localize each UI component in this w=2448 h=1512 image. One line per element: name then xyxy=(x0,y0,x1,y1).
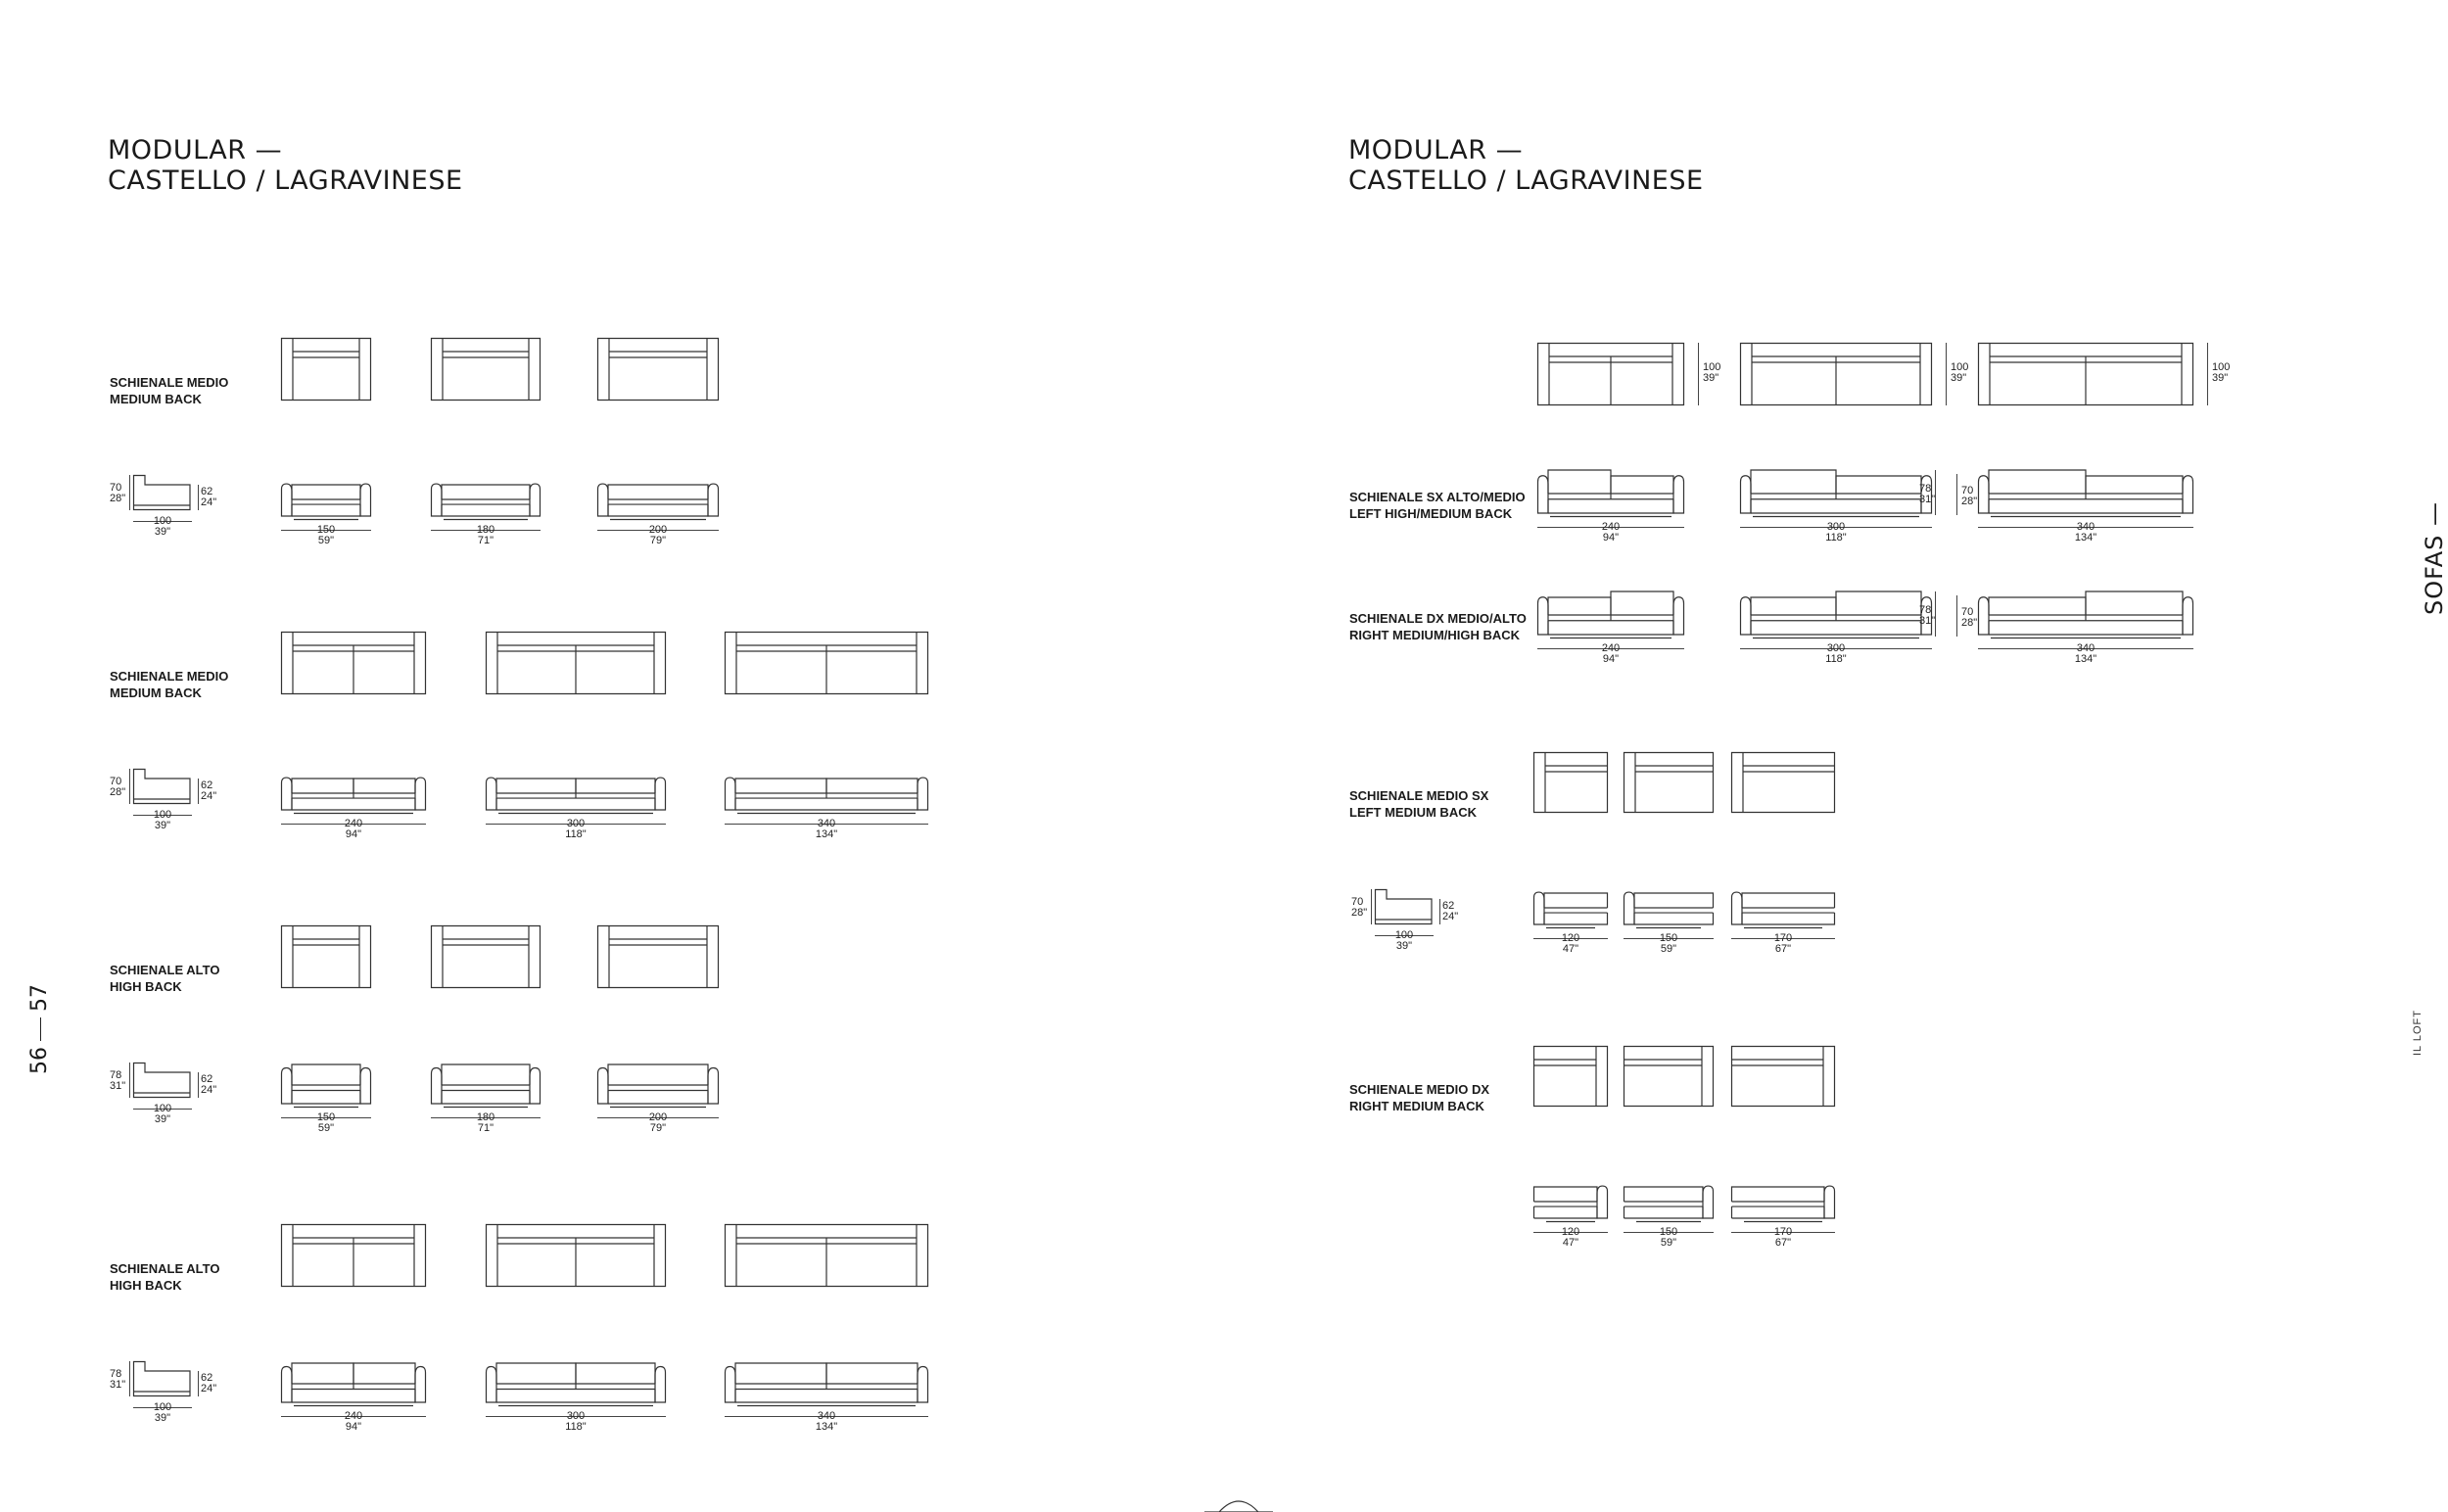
left-row-0-profile-h1: 70 28" xyxy=(110,482,126,504)
right-row-0-width-0: 240 94" xyxy=(1601,521,1621,543)
left-row-3-profile-h1-line xyxy=(129,1361,130,1396)
left-row-2-profile-h1-line xyxy=(129,1063,130,1098)
bottom-center-mark xyxy=(1204,1492,1273,1512)
right-row-2-plan-1 xyxy=(1624,752,1714,813)
right-row-3-plan-2 xyxy=(1731,1046,1835,1107)
brand-label: IL LOFT xyxy=(2412,1010,2424,1056)
left-row-0-profile-drawing xyxy=(133,475,192,510)
left-row-2-plan-2 xyxy=(597,925,719,988)
left-row-1-width-2: 340 134" xyxy=(815,818,838,840)
left-row-3-front-0 xyxy=(281,1361,426,1406)
right-row-1-h1: 78 31" xyxy=(1919,604,1936,627)
left-row-1-profile-h1-line xyxy=(129,769,130,804)
left-row-0-plan-2 xyxy=(597,338,719,401)
right-top-depth-0: 100 39" xyxy=(1703,361,1721,384)
right-row-2-profile-drawing xyxy=(1375,889,1434,924)
left-row-1-front-0 xyxy=(281,773,426,814)
right-top-depth-2: 100 39" xyxy=(2212,361,2231,384)
left-row-2-profile-drawing xyxy=(133,1063,192,1098)
left-row-1-width-1: 300 118" xyxy=(565,818,587,840)
left-row-2-profile-h2: 62 24" xyxy=(201,1073,217,1096)
right-row-3-front-1 xyxy=(1624,1181,1714,1222)
left-row-3-profile-h2: 62 24" xyxy=(201,1372,217,1394)
right-row-0-h2: 70 28" xyxy=(1961,485,1978,507)
left-row-1-profile-h1: 70 28" xyxy=(110,776,126,798)
left-row-1-profile-h2: 62 24" xyxy=(201,780,217,802)
right-row-2-front-2 xyxy=(1731,887,1835,928)
left-row-1-plan-1 xyxy=(486,632,666,694)
right-row-1-label: SCHIENALE DX MEDIO/ALTO RIGHT MEDIUM/HIGH BACK xyxy=(1349,611,1527,642)
left-row-0-front-2 xyxy=(597,479,719,520)
right-row-2-front-0 xyxy=(1533,887,1608,928)
left-row-3-width-0: 240 94" xyxy=(344,1410,363,1433)
right-row-2-plan-0 xyxy=(1533,752,1608,813)
left-row-0-width-2: 200 79" xyxy=(648,524,668,546)
left-row-3-plan-0 xyxy=(281,1224,426,1287)
right-row-0-front-0 xyxy=(1537,470,1684,517)
right-top-depth-line-0 xyxy=(1698,343,1699,405)
left-row-2-width-2: 200 79" xyxy=(648,1111,668,1134)
right-top-plan-1 xyxy=(1740,343,1932,405)
left-row-2-profile-depth: 100 39" xyxy=(153,1103,172,1125)
right-row-3-width-1: 150 59" xyxy=(1659,1226,1678,1249)
right-top-depth-line-2 xyxy=(2207,343,2208,405)
right-top-plan-2 xyxy=(1978,343,2193,405)
left-row-0-profile-h2: 62 24" xyxy=(201,486,217,508)
right-top-depth-1: 100 39" xyxy=(1951,361,1969,384)
left-row-3-width-2: 340 134" xyxy=(815,1410,838,1433)
section-label: SOFAS — xyxy=(2421,500,2448,615)
left-row-2-label: SCHIENALE ALTO HIGH BACK xyxy=(110,963,220,994)
right-row-2-front-1 xyxy=(1624,887,1714,928)
left-row-2-front-0 xyxy=(281,1063,371,1108)
right-row-2-width-0: 120 47" xyxy=(1561,932,1580,955)
right-row-3-width-0: 120 47" xyxy=(1561,1226,1580,1249)
left-row-1-front-2 xyxy=(725,773,928,814)
right-row-2-profile-h1: 70 28" xyxy=(1351,896,1368,919)
left-row-0-width-0: 150 59" xyxy=(316,524,336,546)
left-row-2-profile-h1: 78 31" xyxy=(110,1069,126,1092)
left-row-2-plan-0 xyxy=(281,925,371,988)
right-row-1-h2-line xyxy=(1956,595,1957,637)
left-row-0-profile-h1-line xyxy=(129,475,130,510)
right-row-2-profile-h2: 62 24" xyxy=(1442,900,1459,922)
right-row-3-plan-1 xyxy=(1624,1046,1714,1107)
page-numbers: 5657 xyxy=(27,984,52,1074)
right-row-2-profile-h1-line xyxy=(1371,889,1372,924)
right-row-0-width-2: 340 134" xyxy=(2074,521,2097,543)
right-row-3-label: SCHIENALE MEDIO DX RIGHT MEDIUM BACK xyxy=(1349,1082,1490,1113)
right-row-1-width-2: 340 134" xyxy=(2074,642,2097,665)
right-top-depth-line-1 xyxy=(1946,343,1947,405)
left-row-1-plan-0 xyxy=(281,632,426,694)
left-row-3-front-2 xyxy=(725,1361,928,1406)
left-row-0-front-0 xyxy=(281,479,371,520)
left-row-0-plan-0 xyxy=(281,338,371,401)
right-row-1-width-0: 240 94" xyxy=(1601,642,1621,665)
left-row-1-plan-2 xyxy=(725,632,928,694)
right-row-2-profile-h2-line xyxy=(1439,899,1440,924)
left-row-1-label: SCHIENALE MEDIO MEDIUM BACK xyxy=(110,669,229,700)
right-row-2-profile-depth: 100 39" xyxy=(1394,929,1414,952)
right-row-3-plan-0 xyxy=(1533,1046,1608,1107)
right-row-3-front-0 xyxy=(1533,1181,1608,1222)
left-row-2-front-1 xyxy=(431,1063,541,1108)
left-row-3-plan-1 xyxy=(486,1224,666,1287)
right-row-1-front-0 xyxy=(1537,591,1684,638)
right-row-2-plan-2 xyxy=(1731,752,1835,813)
left-row-0-front-1 xyxy=(431,479,541,520)
left-row-1-profile-depth: 100 39" xyxy=(153,809,172,831)
right-row-3-front-2 xyxy=(1731,1181,1835,1222)
left-row-1-profile-drawing xyxy=(133,769,192,804)
left-row-3-profile-h1: 78 31" xyxy=(110,1368,126,1391)
left-row-3-front-1 xyxy=(486,1361,666,1406)
left-row-3-plan-2 xyxy=(725,1224,928,1287)
left-row-3-profile-h2-line xyxy=(198,1371,199,1396)
right-row-1-width-1: 300 118" xyxy=(1825,642,1847,665)
left-row-0-width-1: 180 71" xyxy=(476,524,495,546)
left-row-3-profile-depth: 100 39" xyxy=(153,1401,172,1424)
right-row-0-h1-line xyxy=(1935,470,1936,515)
right-row-0-h2-line xyxy=(1956,474,1957,515)
left-row-3-width-1: 300 118" xyxy=(565,1410,587,1433)
right-row-2-width-1: 150 59" xyxy=(1659,932,1678,955)
left-row-0-profile-h2-line xyxy=(198,485,199,510)
right-row-1-h1-line xyxy=(1935,591,1936,637)
right-row-0-label: SCHIENALE SX ALTO/MEDIO LEFT HIGH/MEDIUM BACK xyxy=(1349,490,1526,521)
right-row-1-front-2 xyxy=(1978,591,2193,638)
left-page-title: MODULAR — CASTELLO / LAGRAVINESE xyxy=(108,135,463,196)
right-row-0-h1: 78 31" xyxy=(1919,483,1936,505)
right-row-2-width-2: 170 67" xyxy=(1773,932,1793,955)
right-row-0-front-1 xyxy=(1740,470,1932,517)
left-row-2-front-2 xyxy=(597,1063,719,1108)
left-row-1-front-1 xyxy=(486,773,666,814)
right-top-plan-0 xyxy=(1537,343,1684,405)
right-row-1-front-1 xyxy=(1740,591,1932,638)
right-row-0-front-2 xyxy=(1978,470,2193,517)
left-row-2-plan-1 xyxy=(431,925,541,988)
right-row-1-h2: 70 28" xyxy=(1961,606,1978,629)
left-row-2-width-0: 150 59" xyxy=(316,1111,336,1134)
right-row-2-label: SCHIENALE MEDIO SX LEFT MEDIUM BACK xyxy=(1349,788,1489,820)
left-row-0-label: SCHIENALE MEDIO MEDIUM BACK xyxy=(110,375,229,406)
left-row-1-profile-h2-line xyxy=(198,779,199,804)
left-row-3-label: SCHIENALE ALTO HIGH BACK xyxy=(110,1261,220,1293)
left-row-0-plan-1 xyxy=(431,338,541,401)
right-row-3-width-2: 170 67" xyxy=(1773,1226,1793,1249)
left-row-2-profile-h2-line xyxy=(198,1072,199,1098)
left-row-1-width-0: 240 94" xyxy=(344,818,363,840)
left-row-2-width-1: 180 71" xyxy=(476,1111,495,1134)
left-row-0-profile-depth: 100 39" xyxy=(153,515,172,538)
right-row-0-width-1: 300 118" xyxy=(1825,521,1847,543)
left-row-3-profile-drawing xyxy=(133,1361,192,1396)
right-page-title: MODULAR — CASTELLO / LAGRAVINESE xyxy=(1348,135,1704,196)
